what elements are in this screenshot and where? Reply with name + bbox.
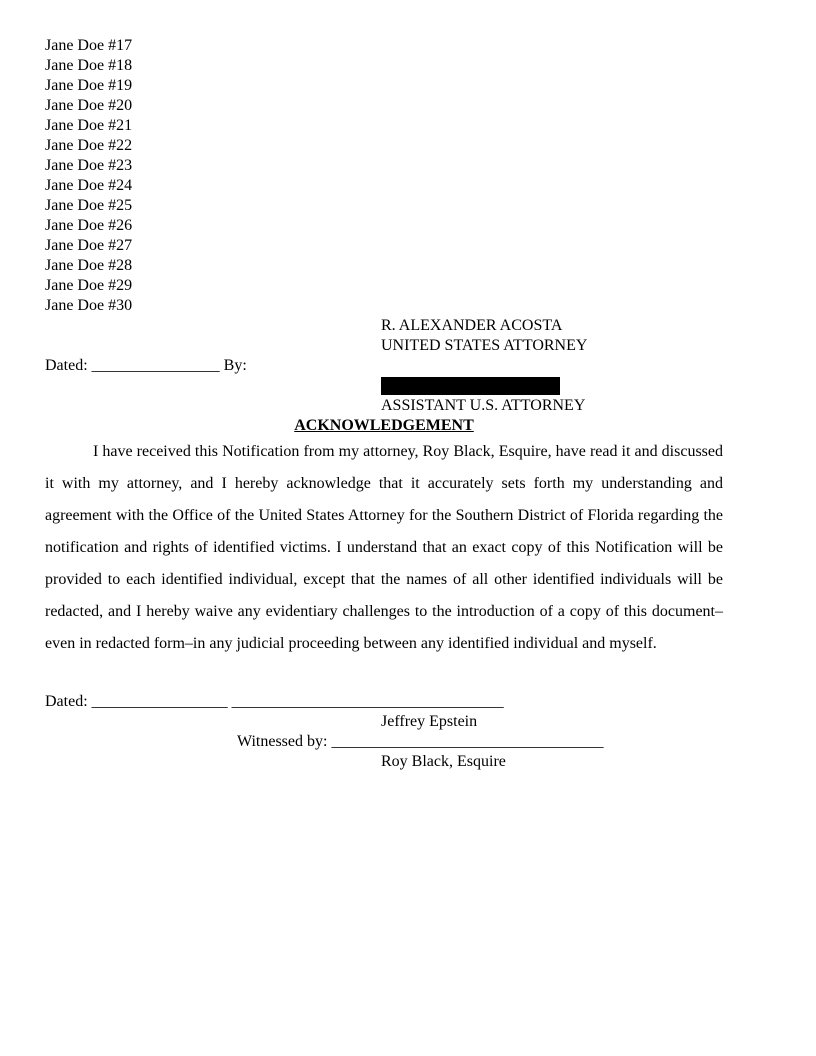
victim-name: Jane Doe #18 [45,57,133,74]
victim-name: Jane Doe #17 [45,37,133,54]
victim-name: Jane Doe #28 [45,257,133,274]
victim-name: Jane Doe #27 [45,237,133,254]
redacted-signature [381,377,560,395]
victim-list [45,36,132,316]
attorney-title: UNITED STATES ATTORNEY [381,337,588,354]
dated-by-line: Dated: ________________ By: [45,357,247,374]
attorney-name: R. ALEXANDER ACOSTA [381,317,563,334]
victim-name: Jane Doe #23 [45,157,133,174]
assistant-attorney-title: ASSISTANT U.S. ATTORNEY [381,397,586,414]
victim-name: Jane Doe #30 [45,297,133,314]
acknowledgement-dated-line: Dated: _________________ __________________________________ [45,693,504,710]
victim-name: Jane Doe #20 [45,97,133,114]
victim-name: Jane Doe #24 [45,177,133,194]
witness-line: Witnessed by: __________________________________ [237,733,604,750]
victim-name: Jane Doe #25 [45,197,133,214]
victim-name: Jane Doe #19 [45,77,133,94]
signer-name: Jeffrey Epstein [381,713,478,730]
witness-name: Roy Black, Esquire [381,753,506,770]
victim-name: Jane Doe #29 [45,277,133,294]
acknowledgement-body: I have received this Notification from my attorney, Roy Black, Esquire, have read it and discussed it with my attorney, and I hereby acknowledge that it accurately sets forth my understanding and agreement with the Office of the United States Attorney for the Southern District of Florida regarding the notification and rights of identified victims. I understand that an exact copy of this Notification will be provided to each identified individual, except that the names of all other identified individuals will be redacted, and I hereby waive any evidentiary challenges to the introduction of a copy of this document–even in redacted form–in any judicial proceeding between any identified individual and myself. [45,443,723,652]
acknowledgement-heading: ACKNOWLEDGEMENT [294,417,474,434]
victim-name: Jane Doe #26 [45,217,133,234]
victim-name: Jane Doe #21 [45,117,133,134]
victim-name: Jane Doe #22 [45,137,133,154]
